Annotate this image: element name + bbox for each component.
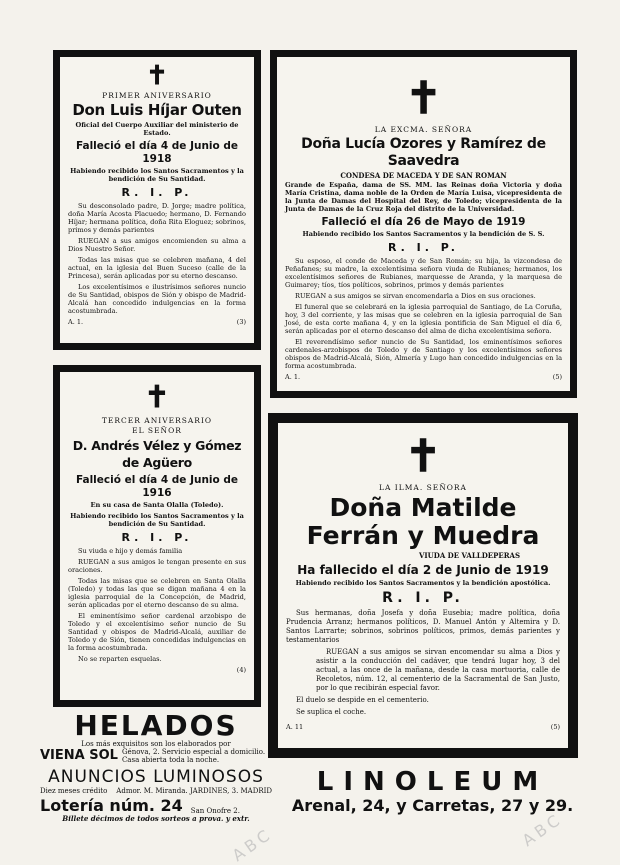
deceased-name: Don Luis Híjar Outen [72, 101, 242, 119]
ad-helados [40, 709, 272, 768]
indulgences-paragraph: El eminentísimo señor cardenal arzobispo de Toledo y el excelentísimo señor nuncio de Su Santidad y obispos de Madrid-Alcalá, auxiliar de Toledo y de Sión, tienen concedidas indulgencias en la forma acostumbrada. [68, 612, 246, 652]
request-paragraph: RUEGAN a sus amigos se sirvan encomendarla a Dios en sus oraciones. [295, 292, 536, 300]
notice-footer [68, 318, 246, 326]
obituary-notice-3 [53, 365, 261, 707]
cross-icon: ✝ [144, 380, 170, 415]
ad-helados-title: HELADOS [74, 709, 238, 742]
ad-helados-brand: VIENA SOL [40, 748, 118, 763]
notice-heading-2: EL SEÑOR [132, 426, 182, 435]
ad-loteria-line-1: Billete décimos de todos sorteos a prova. y extr. [62, 814, 250, 823]
ad-linoleum-title: LINOLEUM [316, 767, 549, 797]
sacraments-line: Habiendo recibido los Santos Sacramentos y la bendición de Su Santidad. [70, 512, 244, 528]
notice-ref: A. 1. [68, 318, 84, 326]
request-paragraph: RUEGAN a sus amigos encomienden su alma a Dios Nuestro Señor. [68, 237, 246, 253]
obituary-notice-2 [270, 50, 577, 398]
obituary-notice-4 [268, 413, 578, 758]
notice-ref: A. 1. [285, 373, 301, 381]
notice-heading: LA ILMA. SEÑORA [379, 483, 467, 492]
death-place: En su casa de Santa Olalla (Toledo). [90, 501, 224, 509]
ad-helados-line-2: Génova, 2. Servicio especial a domicilio. Casa abierta toda la noche. [121, 748, 266, 764]
ad-anuncios [40, 768, 272, 796]
deceased-name: D. Andrés Vélez y Gómez de Agüero [72, 438, 242, 470]
family-paragraph: Sus hermanas, doña Josefa y doña Eusebia; madre política, doña Prudencia Arranz; hermanos políticos, D. Manuel Antón y Altemira y D. Santos Larrarte; sobrinos, sobrinos políticos, primos, demás parientes y testamentarios [286, 609, 560, 644]
ad-anuncios-line-2: Admor. M. Miranda. JARDINES, 3. MADRID [116, 787, 272, 795]
death-date: Falleció el día 26 de Mayo de 1919 [321, 216, 526, 228]
cross-icon: ✝ [146, 61, 168, 91]
notice-heading: PRIMER ANIVERSARIO [102, 91, 212, 100]
notice-footer [285, 373, 562, 381]
notice-number: (3) [236, 318, 246, 326]
indulgences-paragraph: Los excelentísimos e ilustrísimos señores nuncio de Su Santidad, obispos de Sión y obispo de Madrid-Alcalá han concedido indulgencias en la forma acostumbrada. [68, 283, 246, 315]
notice-heading: LA EXCMA. SEÑORA [374, 125, 473, 134]
cross-icon: ✝ [405, 73, 442, 124]
notice-number: (4) [236, 666, 246, 674]
notice-heading: TERCER ANIVERSARIO [101, 416, 213, 425]
notice-footer [286, 723, 560, 731]
ad-helados-line-1: Los más exquisitos son los elaborados por [81, 740, 231, 748]
funeral-paragraph: El funeral que se celebrará en la iglesia parroquial de Santiago, de La Coruña, hoy, 3 del corriente, y las misas que se celebren en la iglesia parroquial de San José, de esta corte mañana 4, y en la iglesia pontificia de San Miguel el día 6, serán aplicadas por el eterno descanso del alma de dicha excelentísima señora. [285, 303, 562, 335]
rip: R. I. P. [121, 186, 193, 199]
request-paragraph: RUEGAN a sus amigos le tengan presente en sus oraciones. [68, 558, 246, 574]
rip: R. I. P. [121, 531, 193, 544]
deceased-description: Grande de España, dama de SS. MM. las Reinas doña Victoria y doña María Cristina, dama noble de la Orden de María Luisa, vicepresidenta de la Junta de Damas del Hospital del Rey, de Toledo; vicepresidenta de la Junta de Damas de la Cruz Roja del distrito de la Universidad. [285, 181, 562, 213]
ad-linoleum-address: Arenal, 24, y Carretas, 27 y 29. [291, 796, 574, 815]
notice-number: (5) [552, 373, 562, 381]
ad-anuncios-title: ANUNCIOS LUMINOSOS [48, 767, 264, 787]
deceased-post: Oficial del Cuerpo Auxiliar del ministerio de Estado. [75, 121, 239, 137]
ad-loteria-title: Lotería núm. 24 [40, 796, 183, 815]
family-paragraph: Su viuda e hijo y demás familia [78, 547, 183, 555]
death-date: Falleció el día 4 de Junio de 1916 [75, 474, 239, 499]
watermark: ABC [228, 823, 277, 865]
noble-title: CONDESA DE MACEDA Y DE SAN ROMAN [340, 171, 507, 180]
ad-linoleum [285, 768, 580, 820]
rip: R. I. P. [387, 241, 459, 254]
rip: R. I. P. [382, 590, 464, 606]
notice-number: (5) [550, 723, 560, 731]
notice-ref: A. 11 [286, 723, 304, 731]
noble-title: VIUDA DE VALLDEPERAS [418, 551, 520, 560]
indulgences-paragraph: El reverendísimo señor nuncio de Su Santidad, los eminentísimos señores cardenales-arzobispos de Toledo y de Santiago y los excelentísimos señores obispos de Madrid-Alcalá, Sión, Almería y Lugo han concedido indulgencias en la forma acostumbrada. [285, 338, 562, 370]
masses-paragraph: Todas las misas que se celebren en Santa Olalla (Toledo) y todas las que se digan mañana 4 en la iglesia parroquial de la Concepción, de Madrid, serán aplicadas por el eterno descanso de su alma. [68, 577, 246, 609]
no-cards-paragraph: No se reparten esquelas. [78, 655, 162, 663]
ad-anuncios-line-1: Diez meses crédito [40, 787, 108, 795]
notice-footer [68, 666, 246, 674]
ad-loteria [40, 797, 272, 827]
watermark: ABC [518, 808, 567, 851]
sacraments-line: Habiendo recibido los Santos Sacramentos y la bendición apostólica. [295, 579, 551, 587]
deceased-name: Doña Matilde Ferrán y Muedra [306, 493, 540, 550]
family-paragraph: Su desconsolado padre, D. Jorge; madre política, doña María Acosta Placuedo; hermano, D. Fernando Híjar; hermana política, doña Rita Eloguez; sobrinos, primos y demás parientes [68, 202, 246, 234]
masses-paragraph: Todas las misas que se celebren mañana, 4 del actual, en la iglesia del Buen Suceso (calle de la Princesa), serán aplicadas por su eterno descanso. [68, 256, 246, 280]
deceased-name: Doña Lucía Ozores y Ramírez de Saavedra [301, 136, 546, 169]
sacraments-line: Habiendo recibido los Santos Sacramentos y la bendición de S. S. [302, 230, 545, 238]
duel-paragraph: El duelo se despide en el cementerio. [296, 696, 429, 704]
car-paragraph: Se suplica el coche. [296, 708, 367, 716]
sacraments-line: Habiendo recibido los Santos Sacramentos y la bendición de Su Santidad. [70, 167, 244, 183]
ad-loteria-address: San Onofre 2. [190, 807, 240, 815]
obituary-notice-1 [53, 50, 261, 350]
request-paragraph: RUEGAN a sus amigos se sirvan encomendar su alma a Dios y asistir a la conducción del cadáver, que tendrá lugar hoy, 3 del actual, a las once de la mañana, desde la casa mortuoria, calle de Recoletos, núm. 12, al cementerio de la Sacramental de San Justo, por lo que recibirán especial favor. [316, 648, 560, 692]
death-date: Ha fallecido el día 2 de Junio de 1919 [297, 563, 549, 577]
family-paragraph: Su esposo, el conde de Maceda y de San Román; su hija, la vizcondesa de Peñafanes; su madre, la excelentísima señora viuda de Rubianes; hermanos, los excelentísimos señores de Rubianes, marquesse de Aranda, y la marquesa de Guimarey; tíos, tíos políticos, sobrinos, primos y demás parientes [285, 257, 562, 289]
cross-icon: ✝ [404, 431, 442, 482]
death-date: Falleció el día 4 de Junio de 1918 [75, 140, 239, 165]
